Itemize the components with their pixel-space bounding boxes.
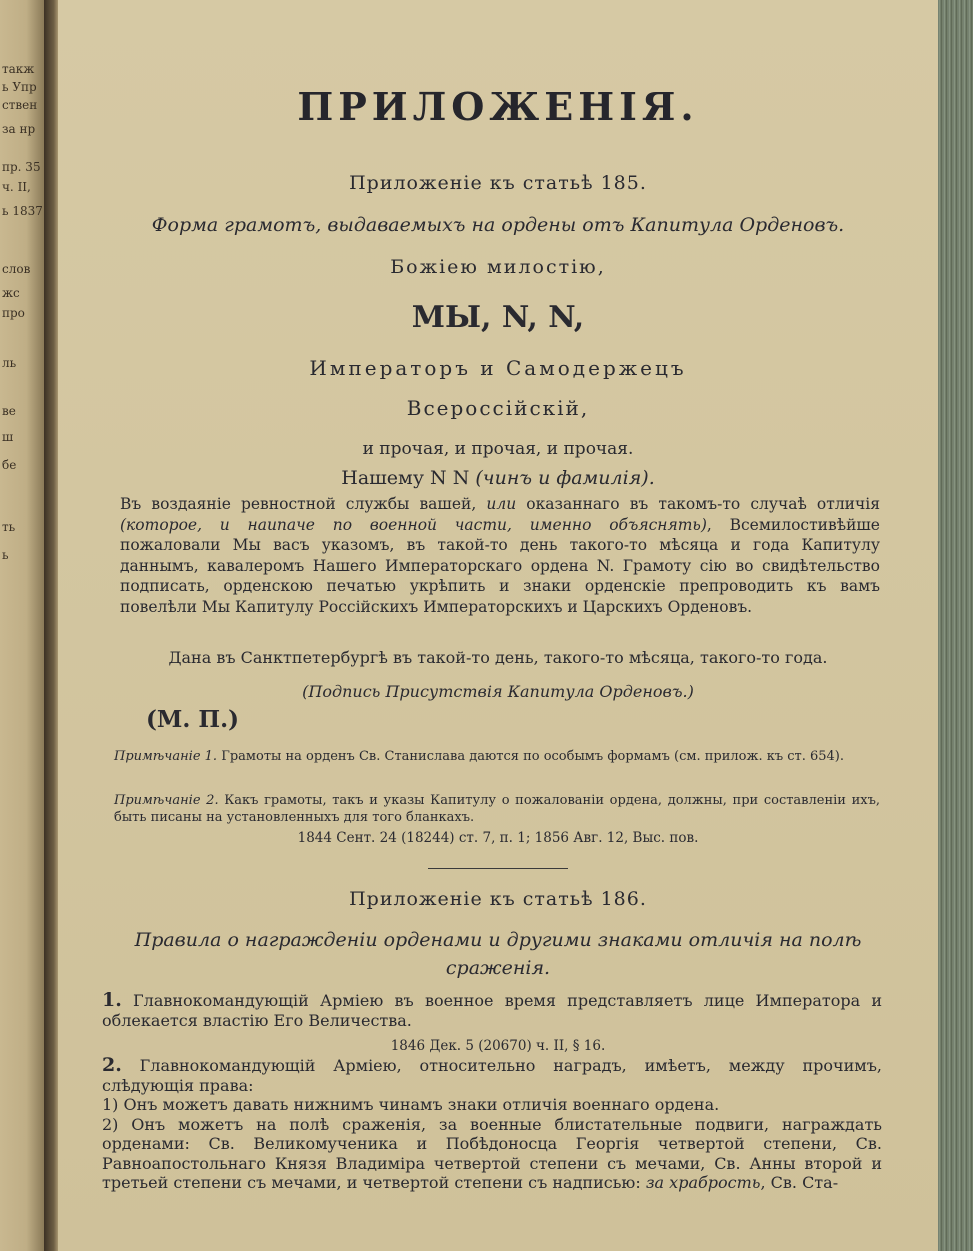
item-2-end: , Св. Ста- <box>760 1173 839 1192</box>
left-fragment: ть <box>2 520 16 534</box>
note-1 <box>114 748 880 765</box>
paragraph-2-item-1: 1) Онъ можетъ давать нижнимъ чинамъ знаки отличія военнаго ордена. <box>102 1095 720 1114</box>
body-text-3: , Всемилостивѣйше пожаловали Мы васъ указомъ, въ такой-то день такого-то мѣсяца и года Капитулу даннымъ, кавалеромъ Нашего Императорскаго ордена N. Грамоту сію во свидѣтельство подписать, орденскою печатью укрѣпить и знаки орденскіе препроводить къ вамъ повелѣли Мы Капитулу Россійскихъ Императорскихъ и Царскихъ Орденовъ. <box>120 515 880 616</box>
left-fragment: ствен <box>2 98 38 112</box>
book-gutter <box>44 0 58 1251</box>
left-fragment: ь Упр <box>2 80 37 94</box>
note-2-text: Какъ грамоты, такъ и указы Капитулу о пожалованіи ордена, должны, при составленіи ихъ, быть писаны на установленныхъ для того бланкахъ. <box>114 793 880 825</box>
grace-line: Божіею милостію, <box>390 256 606 278</box>
seal-mark: (М. П.) <box>146 706 239 733</box>
body-italic: (которое, и наипаче по военной части, именно объяснять) <box>120 515 707 534</box>
left-fragment: про <box>2 306 25 320</box>
left-fragment: ль <box>2 356 17 370</box>
paragraph-2-item-2 <box>102 1115 882 1193</box>
etc-line: и прочая, и прочая, и прочая. <box>362 439 634 459</box>
paragraph-2-text: Главнокомандующій Арміею, относительно наградъ, имѣетъ, между прочимъ, слѣдующія права: <box>102 1056 882 1095</box>
paragraph-2-number: 2. <box>102 1054 122 1076</box>
addressee-italic: (чинъ и фамилія). <box>475 467 655 489</box>
body-text-1: Въ воздаяніе ревностной службы вашей, <box>120 495 487 513</box>
page-title: ПРИЛОЖЕНІЯ. <box>297 84 699 129</box>
appendix-186-heading: Приложеніе къ статьѣ 186. <box>349 888 647 910</box>
left-fragment: бе <box>2 458 17 472</box>
note-2-label: Примѣчаніе 2. <box>114 793 219 808</box>
paragraph-1 <box>102 990 882 1031</box>
note-1-text: Грамоты на орденъ Св. Станислава даются по особымъ формамъ (см. прилож. къ ст. 654). <box>217 749 844 764</box>
left-fragment: ч. II, <box>2 180 31 194</box>
body-text-2: оказаннаго въ такомъ-то случаѣ отличія <box>516 495 880 513</box>
given-line: Дана въ Санктпетербургѣ въ такой-то день, такого-то мѣсяца, такого-то года. <box>168 648 828 667</box>
addressee-prefix: Нашему N N <box>341 467 470 489</box>
legal-reference-1: 1844 Сент. 24 (18244) ст. 7, п. 1; 1856 Авг. 12, Выс. пов. <box>297 830 699 846</box>
note-2 <box>114 792 880 826</box>
item-2-text: 2) Онъ можетъ на полѣ сраженія, за военные блистательные подвиги, награждать орденами: Св. Великомученика и Побѣдоносца Георгія четвертой степени, Св. Равноапостольнаго Князя Владиміра четвертой степени съ мечами, Св. Анны второй и третьей степени съ мечами, и четвертой степени съ надписью: <box>102 1114 882 1192</box>
body-or: или <box>486 495 517 513</box>
emperor-line: Императоръ и Самодержецъ <box>309 356 687 380</box>
left-fragment: такж <box>2 62 35 76</box>
we-line: МЫ, N, N, <box>411 300 585 335</box>
appendix-185-heading: Приложеніе къ статьѣ 185. <box>349 172 647 194</box>
legal-reference-2: 1846 Дек. 5 (20670) ч. II, § 16. <box>390 1038 606 1054</box>
paragraph-2 <box>102 1056 882 1193</box>
page-edges <box>938 0 973 1251</box>
section-divider <box>428 868 568 869</box>
facing-page-fragment <box>0 0 44 1251</box>
left-fragment: за нр <box>2 122 36 136</box>
paragraph-1-number: 1. <box>102 989 122 1011</box>
book-page <box>58 0 938 1251</box>
item-2-italic: за храбрость <box>645 1173 761 1192</box>
signature-line: (Подпись Присутствія Капитула Орденовъ.) <box>302 682 694 701</box>
form-title: Форма грамотъ, выдаваемыхъ на ордены отъ Капитула Орденовъ. <box>151 214 845 236</box>
paragraph-1-text: Главнокомандующій Арміею въ военное время представляетъ лице Императора и облекается властію Его Величества. <box>102 991 882 1030</box>
rules-title: Правила о награжденіи орденами и другими знаками отличія на полѣ сраженія. <box>134 929 862 979</box>
left-fragment: жс <box>2 286 20 300</box>
left-fragment: ь <box>2 548 9 562</box>
left-fragment: ш <box>2 430 14 444</box>
all-russian-line: Всероссійскій, <box>406 396 590 420</box>
charter-body <box>120 494 880 617</box>
left-fragment: слов <box>2 262 31 276</box>
left-fragment: пр. 35 <box>2 160 41 174</box>
left-fragment: ь 1837 <box>2 204 43 218</box>
note-1-label: Примѣчаніе 1. <box>114 749 218 764</box>
left-fragment: ве <box>2 404 16 418</box>
addressee-line <box>58 467 938 489</box>
